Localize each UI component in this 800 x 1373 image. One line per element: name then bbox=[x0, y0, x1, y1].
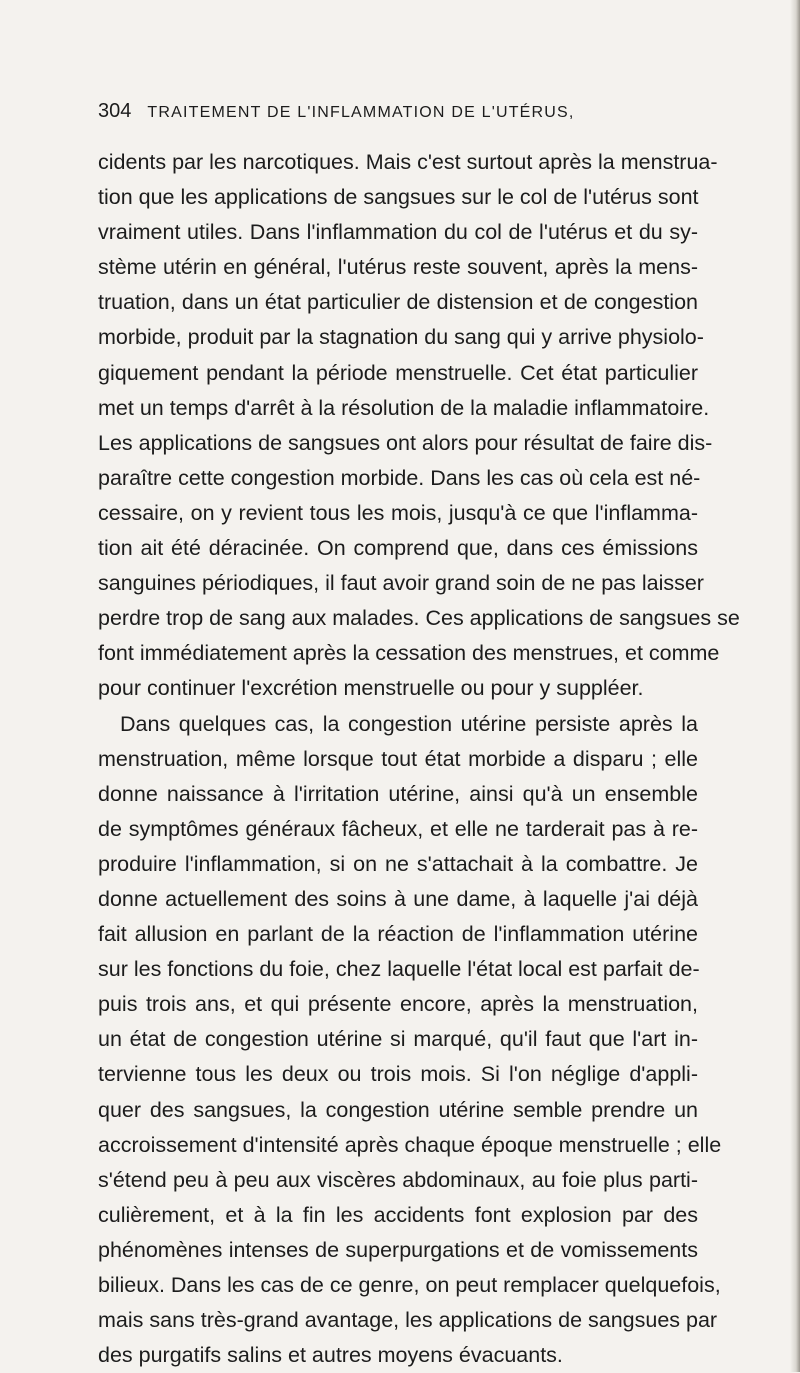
text-line: pour continuer l'excrétion menstruelle ou pour y suppléer. bbox=[98, 676, 644, 701]
text-line: truation, dans un état particulier de distension et de congestion bbox=[98, 290, 698, 315]
text-line: met un temps d'arrêt à la résolution de la maladie inflammatoire. bbox=[98, 395, 710, 420]
page-number: 304 bbox=[98, 100, 132, 122]
text-line: puis trois ans, et qui présente encore, après la menstruation, bbox=[98, 992, 698, 1017]
text-line: cidents par les narcotiques. Mais c'est surtout après la menstrua- bbox=[98, 150, 718, 174]
text-line: menstruation, même lorsque tout état morbide a disparu ; elle bbox=[98, 746, 698, 771]
text-line: s'étend peu à peu aux viscères abdominaux, au foie plus parti- bbox=[98, 1167, 698, 1192]
text-line: tion ait été déracinée. On comprend que, dans ces émissions bbox=[98, 536, 698, 561]
text-line: donne naissance à l'irritation utérine, ainsi qu'à un ensemble bbox=[98, 781, 698, 806]
text-line: mais sans très-grand avantage, les applications de sangsues par bbox=[98, 1308, 718, 1333]
text-line: giquement pendant la période menstruelle. Cet état particulier bbox=[98, 360, 698, 385]
text-line: paraître cette congestion morbide. Dans les cas où cela est né- bbox=[98, 465, 701, 490]
text-line: sur les fonctions du foie, chez laquelle l'état local est parfait de- bbox=[98, 957, 700, 982]
running-head bbox=[98, 100, 698, 123]
text-line: stème utérin en général, l'utérus reste souvent, après la mens- bbox=[98, 255, 698, 280]
text-line: vraiment utiles. Dans l'inflammation du col de l'utérus et du sy- bbox=[98, 220, 698, 245]
text-line: de symptômes généraux fâcheux, et elle ne tarderait pas à re- bbox=[98, 816, 698, 841]
text-line: phénomènes intenses de superpurgations et de vomissements bbox=[98, 1237, 698, 1262]
text-line: tervienne tous les deux ou trois mois. Si l'on néglige d'appli- bbox=[98, 1062, 698, 1087]
text-line: fait allusion en parlant de la réaction de l'inflammation utérine bbox=[98, 922, 698, 947]
text-line: font immédiatement après la cessation des menstrues, et comme bbox=[98, 641, 720, 666]
text-line: Dans quelques cas, la congestion utérine persiste après la bbox=[120, 711, 698, 736]
text-line: donne actuellement des soins à une dame, à laquelle j'ai déjà bbox=[98, 886, 698, 911]
body-text bbox=[98, 145, 740, 1373]
text-line: quer des sangsues, la congestion utérine semble prendre un bbox=[98, 1097, 698, 1122]
text-line: accroissement d'intensité après chaque époque menstruelle ; elle bbox=[98, 1132, 722, 1157]
text-line: sanguines périodiques, il faut avoir grand soin de ne pas laisser bbox=[98, 571, 704, 596]
text-line: des purgatifs salins et autres moyens évacuants. bbox=[98, 1343, 563, 1368]
text-line: bilieux. Dans les cas de ce genre, on peut remplacer quelquefois, bbox=[98, 1273, 721, 1297]
text-line: cessaire, on y revient tous les mois, jusqu'à ce que l'inflamma- bbox=[98, 500, 698, 525]
text-line: perdre trop de sang aux malades. Ces applications de sangsues se bbox=[98, 606, 740, 631]
text-line: un état de congestion utérine si marqué, qu'il faut que l'art in- bbox=[98, 1027, 698, 1052]
running-title: TRAITEMENT DE L'INFLAMMATION DE L'UTÉRUS, bbox=[147, 104, 575, 121]
text-line: produire l'inflammation, si on ne s'attachait à la combattre. Je bbox=[98, 851, 698, 876]
text-line: tion que les applications de sangsues sur le col de l'utérus sont bbox=[98, 185, 699, 210]
text-line: morbide, produit par la stagnation du sang qui y arrive physiolo- bbox=[98, 325, 704, 350]
text-line: culièrement, et à la fin les accidents font explosion par des bbox=[98, 1202, 698, 1227]
text-line: Les applications de sangsues ont alors pour résultat de faire dis- bbox=[98, 430, 713, 455]
page-edge-shadow bbox=[790, 0, 800, 1372]
